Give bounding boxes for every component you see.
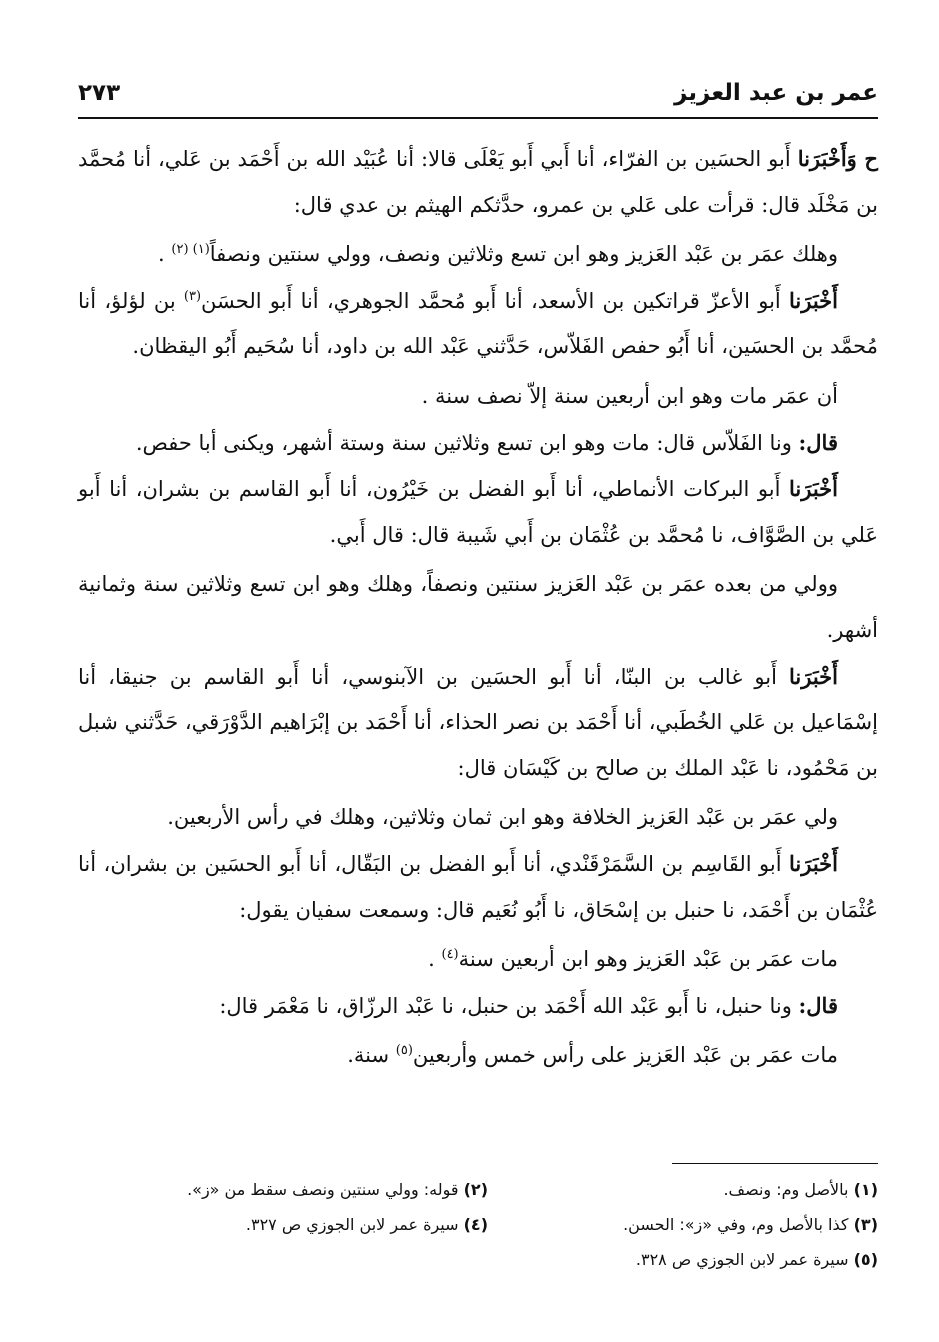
main-text [78,136,878,1079]
paragraph-lead: قال: [798,429,838,455]
footnote-ref: (٤) [441,947,459,963]
page-number: ٢٧٣ [78,80,121,106]
paragraph [78,374,878,420]
paragraph-text: مات عمَر بن عَبْد العَزيز وهو ابن أربعين سنة [458,947,838,972]
paragraph [78,136,878,228]
paragraph-lead: ح وَأَخْبَرَنا [797,146,878,171]
paragraph [78,232,878,278]
paragraph [78,466,878,558]
paragraph-text: أَبو غالب بن البنّا، أنا أَبو الحسَين بن الآبنوسي، أنا أَبو القاسم بن جنيقا، أنا إسْمَاعيل بن عَلي الخُطَبي، أنا أَحْمَد بن نصر الحذاء، أنا أَحْمَد بن إبْرَاهيم الدَّوْرَقي، حَدَّثني شبل بن مَحْمُود، نا عَبْد الملك بن صالح بن كَيْسَان قال: [78,664,878,780]
footnote-text: سيرة عمر لابن الجوزي ص ٣٢٧. [245,1215,459,1234]
paragraph-text: مات عمَر بن عَبْد العَزيز على رأس خمس وأربعين [412,1043,838,1068]
paragraph-tail: . [158,242,172,267]
footnote [723,1180,878,1199]
paragraph-lead: أَخْبَرَنا [789,850,838,876]
footnote-ref: (٣) [183,288,202,304]
footnote [636,1250,878,1269]
paragraph-tail: سنة. [347,1043,396,1068]
paragraph-lead: أَخْبَرَنا [789,663,838,689]
paragraph-text: أَبو القَاسِم بن السَّمَرْقَنْدي، أنا أَبو الفضل بن البَقّال، أنا أَبو الحسَين بن بشران، أنا عُثْمَان بن أَحْمَد، نا حنبل بن إسْحَاق، نا أَبُو نُعَيم قال: وسمعت سفيان يقول: [78,851,878,922]
footnote-number: (٥) [853,1250,878,1269]
footnote [623,1215,878,1234]
paragraph-tail: بن لؤلؤ، أنا مُحمَّد بن الحسَين، أنا أَبُو حفص الفَلاّس، حَدَّثني عَبْد الله بن داود، أنا سُحَيم أَبُو اليقظان. [78,288,878,359]
footnote [187,1180,488,1199]
paragraph [78,420,878,467]
footnote [246,1215,488,1234]
footnote-number: (٣) [853,1215,878,1234]
footnote-number: (١) [853,1180,878,1199]
paragraph-lead: أَخْبَرَنا [789,476,838,502]
paragraph [78,562,878,653]
paragraph [78,937,878,983]
paragraph-text: أن عمَر مات وهو ابن أربعين سنة إلاّ نصف سنة . [421,383,838,408]
paragraph [78,278,878,370]
paragraph-lead: قال: [798,992,838,1018]
paragraph-text: أَبو الحسَين بن الفرّاء، أنا أَبي أَبو يَعْلَى قالا: أنا عُبَيْد الله بن أَحْمَد بن عَلي، أنا مُحمَّد بن مَخْلَد قال: قرأت على عَلي بن عمرو، حدَّثكم الهيثم بن عدي قال: [78,147,878,217]
paragraph-text: أَبو البركات الأنماطي، أنا أَبو الفضل بن خَيْرُون، أنا أَبو القاسم بن بشران، أنا أَبو عَلي بن الصَّوَّاف، نا مُحمَّد بن عُثْمَان بن أَبي شَيبة قال: قال أَبي. [78,477,878,547]
footnote-ref: (٥) [395,1043,413,1059]
header-rule [78,117,878,119]
paragraph [78,1033,878,1079]
paragraph-lead: أَخْبَرَنا [789,287,838,313]
paragraph-tail: . [428,947,442,972]
paragraph-text: ونا الفَلاّس قال: مات وهو ابن تسع وثلاثين سنة وستة أشهر، ويكنى أبا حفص. [135,430,799,455]
footnote-text: بالأصل وم: ونصف. [723,1180,849,1199]
paragraph-text: ولي عمَر بن عَبْد العَزيز الخلافة وهو ابن ثمان وثلاثين، وهلك في رأس الأربعين. [167,805,838,830]
footnote-text: سيرة عمر لابن الجوزي ص ٣٢٨. [635,1250,849,1269]
paragraph [78,795,878,841]
paragraph-text: وولي من بعده عمَر بن عَبْد العَزيز سنتين ونصفاً، وهلك وهو ابن تسع وثلاثين سنة وثمانية أشهر. [78,572,878,642]
paragraph-text: ونا حنبل، نا أَبو عَبْد الله أَحْمَد بن حنبل، نا عَبْد الرزّاق، نا مَعْمَر قال: [219,993,799,1018]
paragraph [78,983,878,1030]
footnote-number: (٤) [463,1215,488,1234]
paragraph-text: وهلك عمَر بن عَبْد العَزيز وهو ابن تسع وثلاثين ونصف، وولي سنتين ونصفاً [209,242,838,267]
footnote-text: كذا بالأصل وم، وفي «ز»: الحسن. [623,1215,849,1234]
running-title: عمر بن عبد العزيز [674,80,878,106]
paragraph [78,841,878,933]
footnote-rule [672,1163,878,1164]
page-header [78,78,878,114]
footnote-ref: (١) (٢) [171,242,210,258]
footnote-text: قوله: وولي سنتين ونصف سقط من «ز». [187,1180,459,1199]
footnote-number: (٢) [463,1180,488,1199]
paragraph-text: أَبو الأعزّ قراتكين بن الأسعد، أنا أَبو مُحمَّد الجوهري، أنا أَبو الحسَن [201,288,790,313]
paragraph [78,654,878,792]
